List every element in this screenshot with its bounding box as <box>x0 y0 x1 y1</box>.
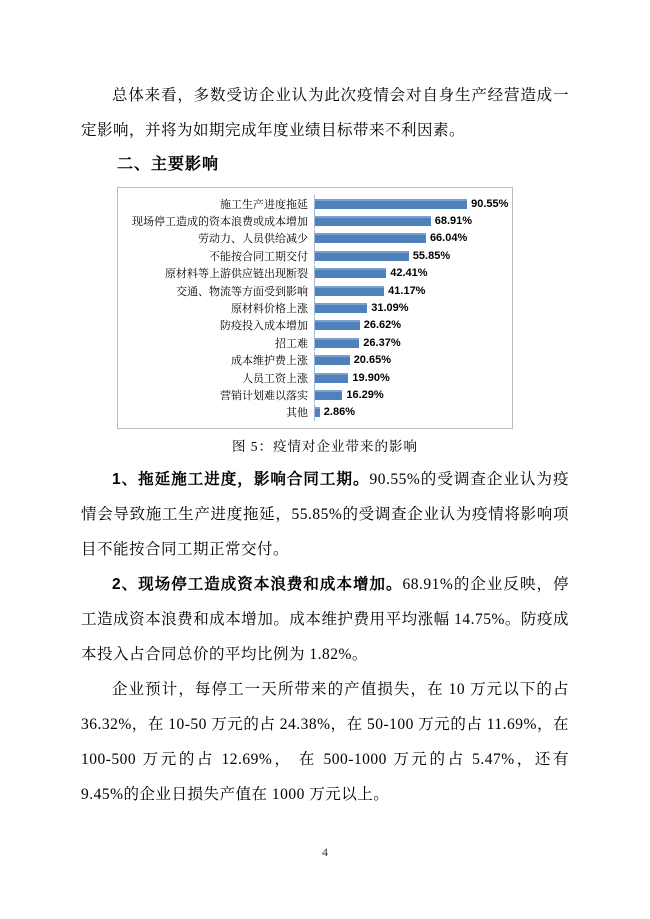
chart-category-label: 招工难 <box>275 337 308 350</box>
chart-value-label: 42.41% <box>390 267 428 280</box>
chart-bar <box>315 407 320 417</box>
chart-bar <box>315 233 426 243</box>
chart-bar <box>315 216 431 226</box>
chart-category-label: 成本维护费上涨 <box>231 355 308 368</box>
chart-bar-track <box>314 369 512 386</box>
chart-row <box>118 212 512 229</box>
chart-value-label: 66.04% <box>429 232 468 245</box>
chart-row <box>118 352 512 369</box>
chart-bar-track <box>314 247 512 264</box>
chart-category-label: 营销计划难以落实 <box>220 389 308 402</box>
chart-bar-track <box>314 282 512 299</box>
chart-bar <box>315 286 384 296</box>
chart-bar-track <box>314 212 512 229</box>
chart-bar-track <box>314 195 512 212</box>
chart-category-label: 其他 <box>286 407 308 420</box>
paragraph-2-text: 68.91%的企业反映，停工造成资本浪费和成本增加。成本维护费用平均涨幅 14.75%。防疫成本投入占合同总价的平均比例为 1.82%。 <box>81 576 569 663</box>
chart-bar <box>315 373 348 383</box>
chart-row <box>118 369 512 386</box>
chart-value-label: 26.62% <box>363 319 402 332</box>
paragraph-1 <box>81 462 569 567</box>
chart-category-label: 现场停工造成的资本浪费或成本增加 <box>132 215 308 228</box>
chart-bar <box>315 199 467 209</box>
chart-value-label: 90.55% <box>471 197 509 210</box>
chart-row <box>118 265 512 282</box>
paragraph-2 <box>81 567 569 672</box>
chart-bar-track <box>314 299 512 316</box>
chart-value-label: 55.85% <box>412 249 451 262</box>
chart-category-label: 原材料价格上涨 <box>231 302 308 315</box>
chart-category-label: 不能按合同工期交付 <box>209 250 308 263</box>
chart-row <box>118 230 512 247</box>
figure-caption: 图 5：疫情对企业带来的影响 <box>231 439 419 454</box>
paragraph-1-lead: 1、拖延施工进度，影响合同工期。 <box>112 471 370 488</box>
chart-bar-track <box>314 404 512 421</box>
page-number: 4 <box>322 845 328 859</box>
chart-bar-track <box>314 230 512 247</box>
chart-value-label: 2.86% <box>323 406 355 419</box>
chart-category-label: 人员工资上涨 <box>242 372 308 385</box>
chart-bar <box>315 303 367 313</box>
chart-value-label: 19.90% <box>352 371 390 384</box>
chart-value-label: 41.17% <box>388 284 426 297</box>
section-heading: 二、主要影响 <box>117 156 220 173</box>
chart-row <box>118 282 512 299</box>
chart-row <box>118 334 512 351</box>
chart-row <box>118 386 512 403</box>
chart-bar-track <box>314 352 512 369</box>
chart-bar <box>315 355 350 365</box>
paragraph-3 <box>81 672 569 812</box>
chart-row <box>118 299 512 316</box>
chart-bar-track <box>314 317 512 334</box>
chart-plot-area <box>118 195 512 421</box>
chart-row <box>118 317 512 334</box>
chart-bar-track <box>314 265 512 282</box>
intro-paragraph <box>81 78 569 148</box>
paragraph-3-text: 企业预计，每停工一天所带来的产值损失，在 10 万元以下的占 36.32%，在 10-50 万元的占 24.38%，在 50-100 万元的占 11.69%，在 100-500 万元的占 12.69%， 在 500-1000 万元的占 5.47%，还有 9.45%的企业日损失产值在 1000 万元以上。 <box>81 681 569 803</box>
chart-bar-track <box>314 386 512 403</box>
chart-category-label: 原材料等上游供应链出现断裂 <box>165 268 308 281</box>
chart-bar <box>315 390 342 400</box>
chart-bar <box>315 320 360 330</box>
chart-category-label: 防疫投入成本增加 <box>220 320 308 333</box>
chart-category-label: 交通、物流等方面受到影响 <box>176 285 308 298</box>
paragraph-2-lead: 2、现场停工造成资本浪费和成本增加。 <box>112 576 403 593</box>
chart-row <box>118 195 512 212</box>
chart-row <box>118 404 512 421</box>
bar-chart <box>117 187 513 429</box>
chart-bar-track <box>314 334 512 351</box>
chart-category-label: 施工生产进度拖延 <box>220 198 308 211</box>
chart-value-label: 31.09% <box>371 301 409 314</box>
paragraph-1-text: 90.55%的受调查企业认为疫情会导致施工生产进度拖延，55.85%的受调查企业认为疫情将影响项目不能按合同工期正常交付。 <box>81 471 569 558</box>
intro-text: 总体来看，多数受访企业认为此次疫情会对自身生产经营造成一定影响，并将为如期完成年度业绩目标带来不利因素。 <box>81 87 569 139</box>
chart-row <box>118 247 512 264</box>
chart-category-label: 劳动力、人员供给减少 <box>198 233 308 246</box>
chart-bar <box>315 338 359 348</box>
chart-value-label: 20.65% <box>353 354 391 367</box>
chart-bar <box>315 268 386 278</box>
chart-value-label: 16.29% <box>346 388 384 401</box>
chart-bar <box>315 251 409 261</box>
chart-value-label: 26.37% <box>363 336 401 349</box>
chart-value-label: 68.91% <box>434 214 473 227</box>
